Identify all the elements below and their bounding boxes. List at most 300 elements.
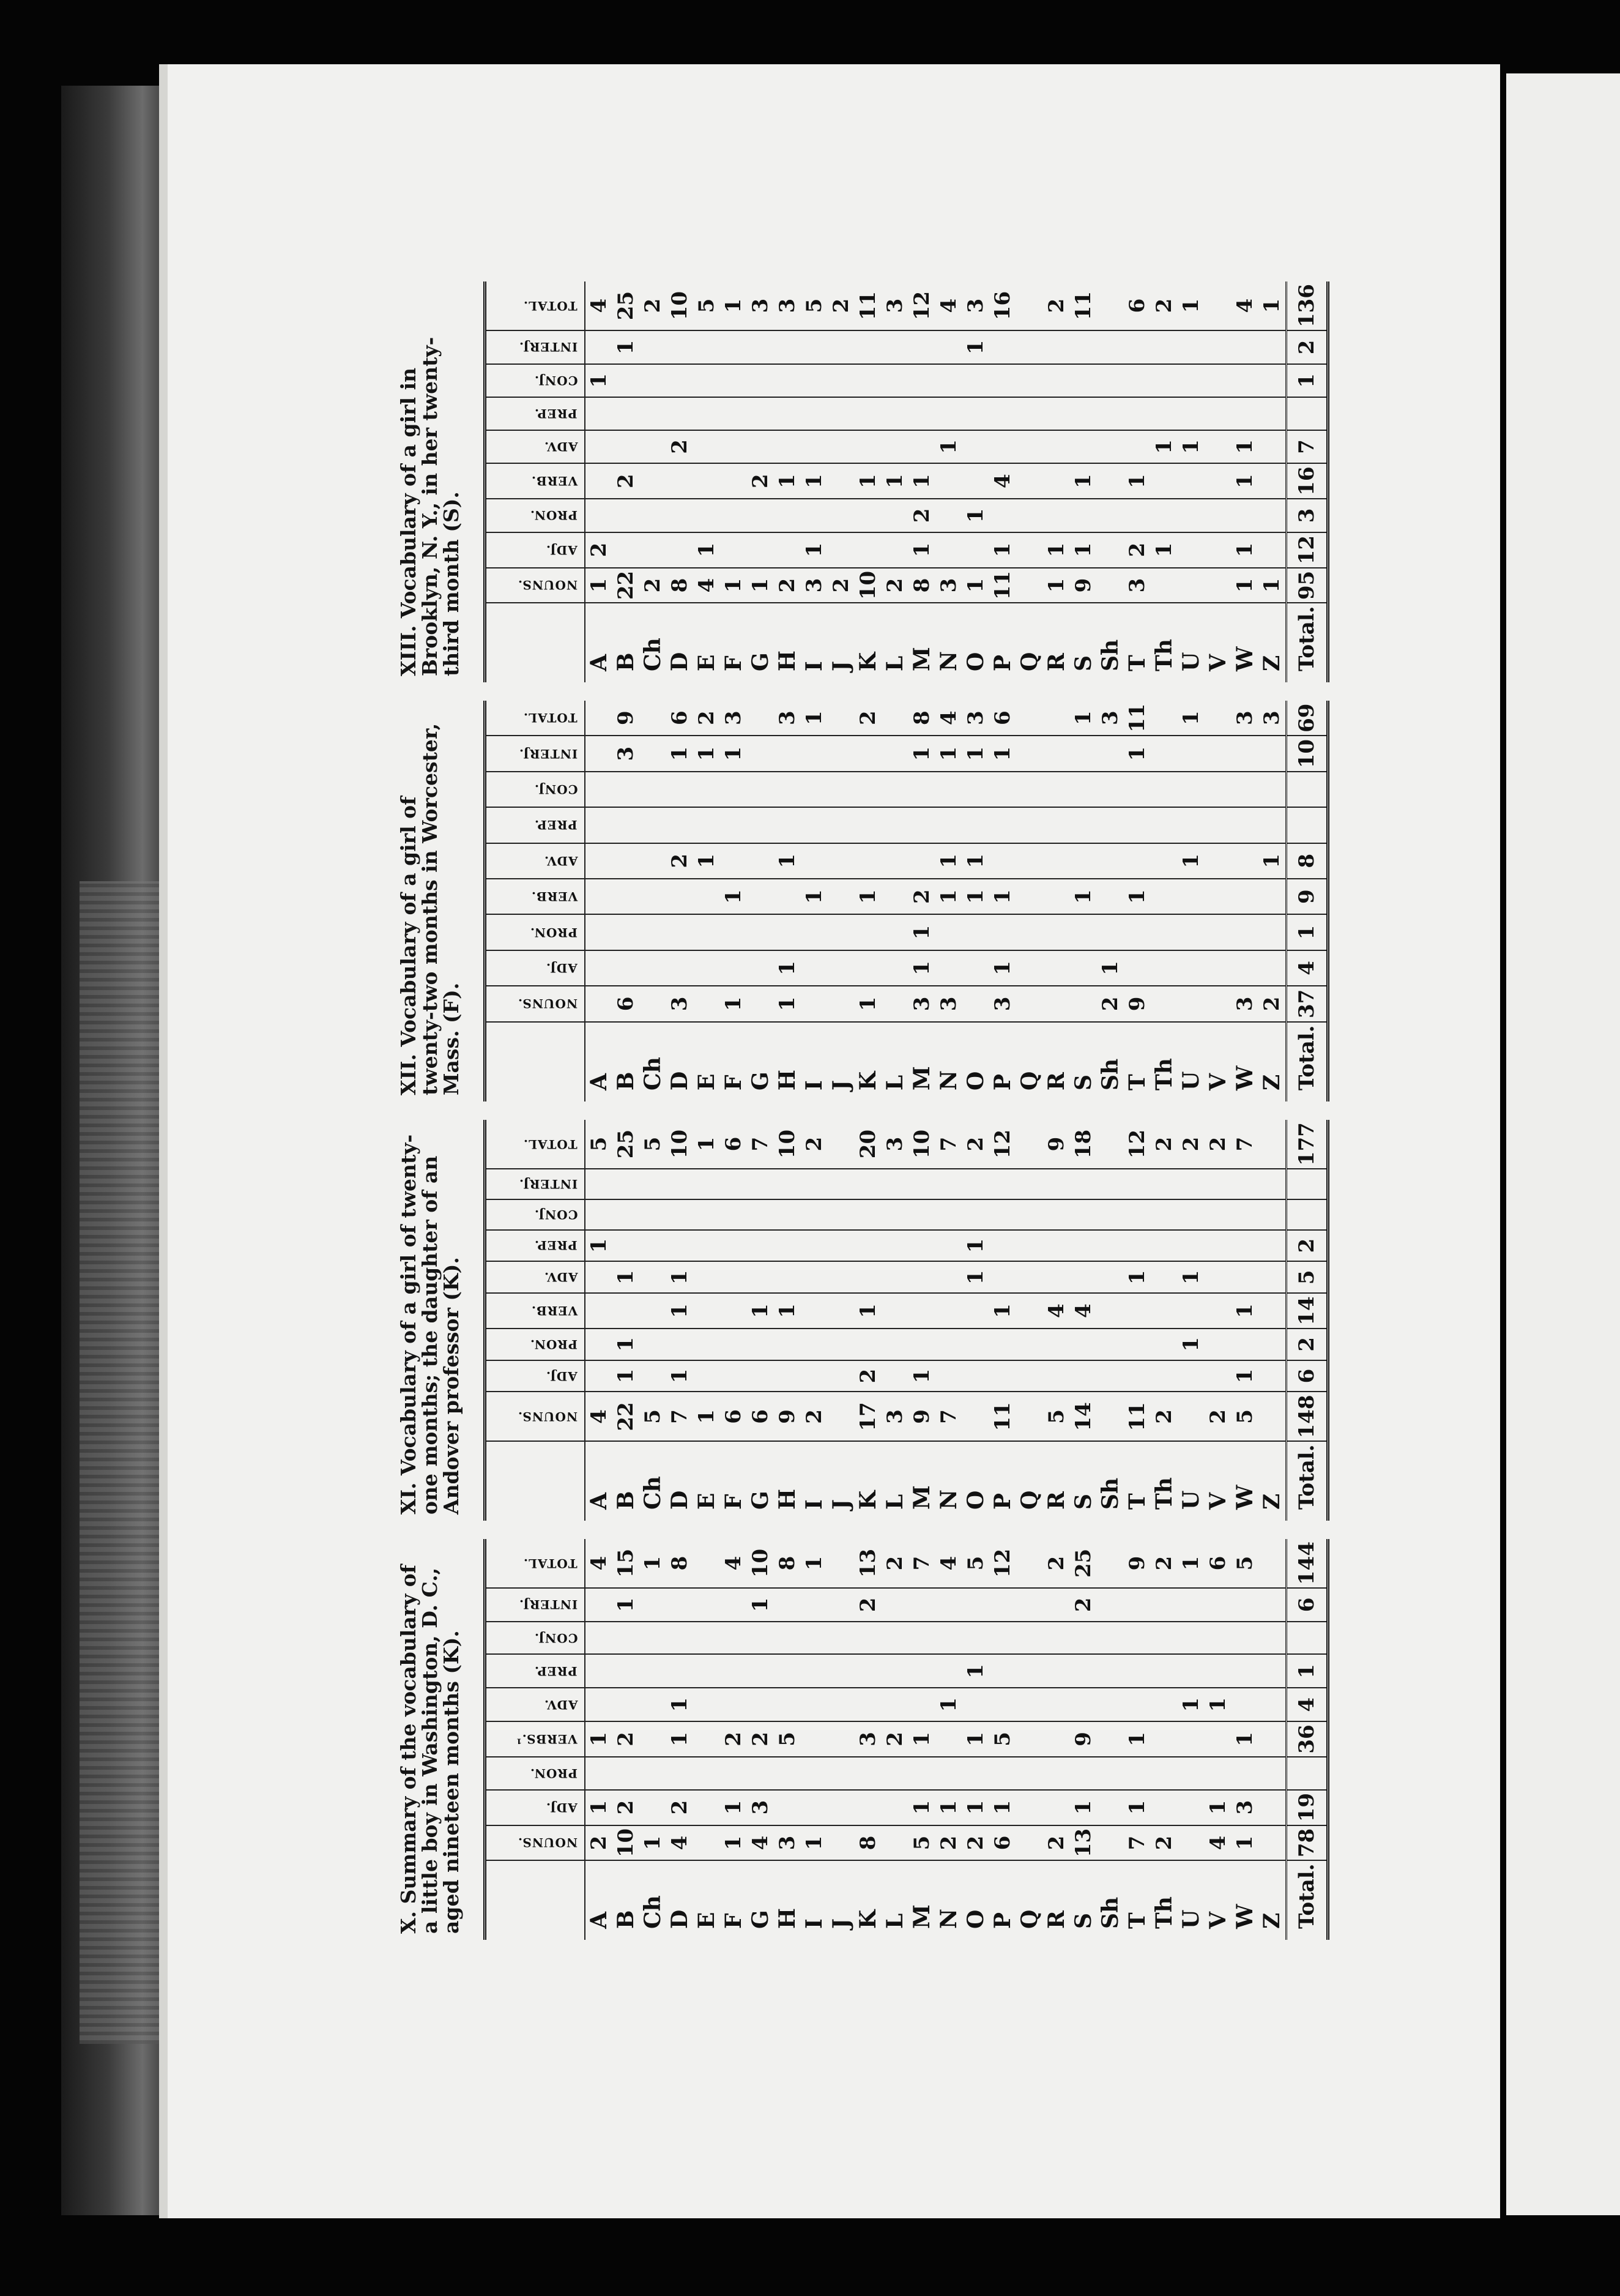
count-cell bbox=[962, 1169, 989, 1199]
count-cell bbox=[882, 1261, 908, 1293]
table-row bbox=[1097, 281, 1124, 682]
count-cell bbox=[693, 330, 720, 364]
count-cell bbox=[1232, 1588, 1258, 1622]
count-cell bbox=[1124, 1654, 1151, 1688]
count-cell: 5 bbox=[639, 1392, 666, 1441]
count-cell bbox=[1097, 463, 1124, 499]
count-cell bbox=[908, 1261, 935, 1293]
table-row bbox=[989, 1539, 1016, 1940]
count-cell bbox=[1258, 1120, 1287, 1169]
count-cell: 7 bbox=[666, 1392, 693, 1441]
count-cell bbox=[774, 430, 801, 464]
count-cell: 1 bbox=[908, 1360, 935, 1392]
total-cell: 1 bbox=[1287, 1654, 1328, 1688]
count-cell: 9 bbox=[774, 1392, 801, 1441]
count-cell: 10 bbox=[666, 281, 693, 330]
count-cell: 2 bbox=[1151, 1120, 1178, 1169]
count-cell bbox=[882, 843, 908, 879]
count-cell bbox=[585, 1261, 612, 1293]
count-cell bbox=[1016, 807, 1043, 843]
count-cell: 1 bbox=[585, 568, 612, 603]
count-cell bbox=[666, 1199, 693, 1230]
count-cell: 16 bbox=[989, 281, 1016, 330]
table-row bbox=[1205, 1120, 1232, 1521]
total-cell bbox=[1287, 807, 1328, 843]
count-cell bbox=[612, 772, 639, 807]
count-cell bbox=[801, 914, 828, 950]
count-cell bbox=[882, 1688, 908, 1721]
column-header-label: CONJ. bbox=[533, 782, 578, 797]
table-row bbox=[612, 701, 639, 1101]
table-row bbox=[855, 701, 882, 1101]
count-cell bbox=[1205, 1329, 1232, 1360]
total-cell: 3 bbox=[1287, 499, 1328, 532]
count-cell bbox=[1124, 1169, 1151, 1199]
count-cell bbox=[1258, 397, 1287, 430]
count-cell bbox=[1016, 843, 1043, 879]
count-cell bbox=[1070, 950, 1097, 986]
table-row bbox=[1178, 1539, 1205, 1940]
count-cell bbox=[1043, 330, 1070, 364]
count-cell: 1 bbox=[747, 1588, 774, 1622]
count-cell bbox=[612, 532, 639, 568]
count-cell bbox=[1124, 499, 1151, 532]
count-cell: 2 bbox=[1151, 1825, 1178, 1861]
count-cell bbox=[1016, 1825, 1043, 1861]
count-cell: 1 bbox=[962, 843, 989, 879]
column-header bbox=[485, 364, 585, 398]
letter-cell: N bbox=[936, 651, 962, 671]
count-cell bbox=[1151, 1757, 1178, 1790]
count-cell bbox=[1124, 1230, 1151, 1262]
count-cell bbox=[1151, 1169, 1178, 1199]
count-cell bbox=[1205, 1654, 1232, 1688]
count-cell: 2 bbox=[1151, 281, 1178, 330]
count-cell: 5 bbox=[1232, 1392, 1258, 1441]
count-cell bbox=[585, 950, 612, 986]
table-row bbox=[1205, 281, 1232, 682]
count-cell: 1 bbox=[935, 1790, 962, 1825]
count-cell bbox=[1043, 1622, 1070, 1655]
count-cell bbox=[1043, 772, 1070, 807]
letter-cell: W bbox=[1232, 1904, 1258, 1929]
total-cell: 6 bbox=[1287, 1588, 1328, 1622]
count-cell bbox=[1070, 1360, 1097, 1392]
count-cell bbox=[989, 1588, 1016, 1622]
count-cell bbox=[720, 1230, 747, 1262]
total-cell bbox=[1287, 1622, 1328, 1655]
count-cell bbox=[639, 532, 666, 568]
total-cell: 8 bbox=[1287, 843, 1328, 879]
count-cell bbox=[1178, 1757, 1205, 1790]
count-cell: 1 bbox=[908, 1721, 935, 1757]
letter-cell: N bbox=[936, 1070, 962, 1090]
column-header-label: PRON. bbox=[529, 925, 578, 940]
letter-cell: H bbox=[775, 1907, 800, 1929]
count-cell bbox=[1043, 1360, 1070, 1392]
column-header bbox=[485, 397, 585, 430]
count-cell bbox=[1258, 1622, 1287, 1655]
count-cell bbox=[1232, 879, 1258, 914]
count-cell: 6 bbox=[720, 1392, 747, 1441]
count-cell: 1 bbox=[801, 463, 828, 499]
count-cell bbox=[747, 1169, 774, 1199]
count-cell: 18 bbox=[1070, 1120, 1097, 1169]
count-cell bbox=[585, 463, 612, 499]
count-cell bbox=[1043, 364, 1070, 398]
count-cell: 1 bbox=[774, 1293, 801, 1329]
count-cell bbox=[747, 1329, 774, 1360]
count-cell bbox=[585, 1757, 612, 1790]
table-row bbox=[828, 281, 855, 682]
library-stamp bbox=[80, 881, 165, 2044]
letter-cell: O bbox=[963, 1071, 989, 1090]
count-cell bbox=[828, 772, 855, 807]
table-row bbox=[828, 1539, 855, 1940]
count-cell: 1 bbox=[1232, 430, 1258, 464]
count-cell bbox=[1151, 1654, 1178, 1688]
count-cell bbox=[774, 1360, 801, 1392]
count-cell bbox=[855, 1230, 882, 1262]
count-cell: 3 bbox=[962, 701, 989, 736]
count-cell: 1 bbox=[1124, 1721, 1151, 1757]
count-cell bbox=[801, 772, 828, 807]
count-cell bbox=[612, 843, 639, 879]
count-cell bbox=[1151, 1588, 1178, 1622]
count-cell bbox=[585, 1169, 612, 1199]
count-cell bbox=[908, 330, 935, 364]
count-cell bbox=[908, 1293, 935, 1329]
letter-cell: P bbox=[990, 654, 1016, 671]
count-cell bbox=[1205, 1622, 1232, 1655]
letter-cell: U bbox=[1178, 1071, 1204, 1090]
column-header-label: CONJ. bbox=[533, 1630, 578, 1646]
count-cell bbox=[1205, 430, 1232, 464]
count-cell: 3 bbox=[908, 986, 935, 1021]
count-cell bbox=[908, 1654, 935, 1688]
count-cell bbox=[855, 1622, 882, 1655]
count-cell bbox=[693, 1539, 720, 1588]
table-row bbox=[639, 701, 666, 1101]
letter-cell: U bbox=[1178, 1490, 1204, 1510]
count-cell bbox=[1178, 330, 1205, 364]
count-cell: 1 bbox=[1151, 430, 1178, 464]
count-cell: 3 bbox=[1258, 701, 1287, 736]
count-cell bbox=[720, 1169, 747, 1199]
facing-page-edge bbox=[1506, 73, 1620, 2215]
count-cell: 4 bbox=[720, 1539, 747, 1588]
column-header bbox=[485, 807, 585, 843]
letter-cell: Ch bbox=[640, 1895, 666, 1929]
count-cell: 10 bbox=[747, 1539, 774, 1588]
count-cell: 10 bbox=[908, 1120, 935, 1169]
table-row bbox=[1070, 1539, 1097, 1940]
count-cell bbox=[1151, 1360, 1178, 1392]
table-row bbox=[585, 1539, 612, 1940]
count-cell bbox=[639, 1293, 666, 1329]
count-cell bbox=[801, 1230, 828, 1262]
count-cell bbox=[693, 1622, 720, 1655]
count-cell bbox=[1258, 1199, 1287, 1230]
count-cell bbox=[1070, 1622, 1097, 1655]
count-cell bbox=[801, 397, 828, 430]
count-cell bbox=[1205, 986, 1232, 1021]
count-cell bbox=[1151, 1199, 1178, 1230]
count-cell bbox=[935, 1721, 962, 1757]
count-cell bbox=[828, 1293, 855, 1329]
total-cell: 14 bbox=[1287, 1293, 1328, 1329]
count-cell bbox=[1043, 986, 1070, 1021]
count-cell bbox=[1232, 1329, 1258, 1360]
count-cell bbox=[935, 1261, 962, 1293]
table-row bbox=[774, 701, 801, 1101]
count-cell: 2 bbox=[962, 1825, 989, 1861]
count-cell bbox=[855, 330, 882, 364]
letter-cell: E bbox=[694, 1912, 719, 1929]
letter-cell: U bbox=[1178, 1909, 1204, 1929]
count-cell: 1 bbox=[1070, 532, 1097, 568]
table-row bbox=[666, 1539, 693, 1940]
section-title: X. Summary of the vocabulary of a little boy in Washington, D. C., aged nineteen months (K). bbox=[396, 1565, 463, 1934]
count-cell bbox=[1258, 807, 1287, 843]
table-row bbox=[693, 701, 720, 1101]
total-cell: 148 bbox=[1287, 1392, 1328, 1441]
table-row bbox=[612, 1120, 639, 1521]
count-cell bbox=[774, 807, 801, 843]
count-cell: 1 bbox=[935, 736, 962, 771]
count-cell: 3 bbox=[774, 701, 801, 736]
count-cell bbox=[1178, 568, 1205, 603]
count-cell bbox=[666, 772, 693, 807]
count-cell bbox=[882, 1360, 908, 1392]
letter-cell: G bbox=[748, 652, 773, 671]
count-cell bbox=[989, 1169, 1016, 1199]
count-cell: 1 bbox=[935, 430, 962, 464]
count-cell bbox=[855, 1688, 882, 1721]
table-row bbox=[1258, 1120, 1287, 1521]
letter-cell: Th bbox=[1151, 1058, 1177, 1090]
column-header-label: NOUNS. bbox=[517, 1835, 578, 1851]
count-cell: 1 bbox=[747, 568, 774, 603]
count-cell bbox=[1205, 1721, 1232, 1757]
count-cell bbox=[774, 772, 801, 807]
count-cell bbox=[720, 1360, 747, 1392]
count-cell bbox=[639, 1199, 666, 1230]
count-cell bbox=[989, 1360, 1016, 1392]
count-cell bbox=[962, 1688, 989, 1721]
count-cell: 1 bbox=[774, 843, 801, 879]
count-cell bbox=[882, 879, 908, 914]
count-cell bbox=[962, 986, 989, 1021]
count-cell bbox=[639, 986, 666, 1021]
count-cell: 1 bbox=[908, 950, 935, 986]
count-cell bbox=[639, 1654, 666, 1688]
letter-cell: V bbox=[1205, 1912, 1231, 1929]
count-cell bbox=[1232, 772, 1258, 807]
total-cell: 4 bbox=[1287, 950, 1328, 986]
count-cell bbox=[908, 1588, 935, 1622]
count-cell bbox=[585, 879, 612, 914]
count-cell bbox=[585, 843, 612, 879]
count-cell bbox=[989, 1622, 1016, 1655]
count-cell bbox=[908, 364, 935, 398]
count-cell bbox=[1016, 364, 1043, 398]
table-row bbox=[1097, 701, 1124, 1101]
total-cell: 7 bbox=[1287, 430, 1328, 464]
count-cell bbox=[639, 701, 666, 736]
count-cell: 1 bbox=[1178, 430, 1205, 464]
total-cell: 1 bbox=[1287, 364, 1328, 398]
count-cell: 6 bbox=[747, 1392, 774, 1441]
letter-cell: Sh bbox=[1098, 1058, 1123, 1090]
letter-cell: Sh bbox=[1098, 639, 1123, 671]
count-cell bbox=[935, 1588, 962, 1622]
count-cell bbox=[774, 1169, 801, 1199]
count-cell bbox=[612, 879, 639, 914]
count-cell bbox=[612, 1230, 639, 1262]
table-row bbox=[801, 281, 828, 682]
count-cell: 3 bbox=[1124, 568, 1151, 603]
count-cell bbox=[882, 1757, 908, 1790]
count-cell: 1 bbox=[774, 986, 801, 1021]
count-cell bbox=[693, 1199, 720, 1230]
count-cell bbox=[639, 1169, 666, 1199]
count-cell: 2 bbox=[935, 1825, 962, 1861]
table-row bbox=[828, 1120, 855, 1521]
count-cell: 1 bbox=[1232, 568, 1258, 603]
count-cell bbox=[828, 1120, 855, 1169]
letter-cell: L bbox=[882, 1913, 908, 1929]
count-cell bbox=[747, 1757, 774, 1790]
count-cell: 1 bbox=[1151, 532, 1178, 568]
count-cell bbox=[585, 430, 612, 464]
table-row bbox=[774, 281, 801, 682]
count-cell: 1 bbox=[962, 736, 989, 771]
letter-cell: K bbox=[855, 652, 881, 671]
count-cell: 2 bbox=[612, 1721, 639, 1757]
count-cell bbox=[774, 1329, 801, 1360]
table-row bbox=[1151, 1539, 1178, 1940]
count-cell bbox=[1124, 330, 1151, 364]
count-cell: 7 bbox=[1124, 1825, 1151, 1861]
count-cell bbox=[1016, 1757, 1043, 1790]
count-cell bbox=[1232, 1654, 1258, 1688]
column-header bbox=[485, 1654, 585, 1688]
total-cell bbox=[1287, 1169, 1328, 1199]
count-cell bbox=[693, 1654, 720, 1688]
column-header-label: NOUNS. bbox=[517, 1409, 578, 1424]
count-cell: 4 bbox=[1205, 1825, 1232, 1861]
count-cell bbox=[989, 330, 1016, 364]
letter-cell: O bbox=[963, 1490, 989, 1510]
count-cell bbox=[1232, 1230, 1258, 1262]
count-cell bbox=[935, 1293, 962, 1329]
count-cell: 8 bbox=[666, 1539, 693, 1588]
count-cell bbox=[828, 1790, 855, 1825]
count-cell: 8 bbox=[774, 1539, 801, 1588]
count-cell bbox=[693, 397, 720, 430]
count-cell bbox=[1205, 463, 1232, 499]
count-cell: 1 bbox=[1043, 568, 1070, 603]
count-cell: 1 bbox=[747, 1293, 774, 1329]
letter-cell: Z bbox=[1259, 1493, 1285, 1510]
count-cell: 1 bbox=[855, 986, 882, 1021]
column-header bbox=[485, 1588, 585, 1622]
count-cell bbox=[1178, 1654, 1205, 1688]
count-cell bbox=[1124, 1622, 1151, 1655]
count-cell bbox=[935, 1329, 962, 1360]
count-cell: 1 bbox=[1232, 1721, 1258, 1757]
count-cell: 1 bbox=[666, 1360, 693, 1392]
count-cell: 5 bbox=[774, 1721, 801, 1757]
table-row bbox=[962, 1539, 989, 1940]
total-cell: 10 bbox=[1287, 736, 1328, 771]
count-cell bbox=[1016, 1169, 1043, 1199]
column-header-label: ADV. bbox=[543, 1697, 578, 1712]
total-cell: 2 bbox=[1287, 330, 1328, 364]
count-cell bbox=[801, 950, 828, 986]
count-cell bbox=[666, 950, 693, 986]
count-cell: 15 bbox=[612, 1539, 639, 1588]
count-cell: 4 bbox=[585, 1392, 612, 1441]
count-cell bbox=[962, 532, 989, 568]
count-cell bbox=[585, 1199, 612, 1230]
count-cell bbox=[962, 463, 989, 499]
column-header bbox=[485, 1688, 585, 1721]
count-cell bbox=[774, 1230, 801, 1262]
count-cell bbox=[1124, 1688, 1151, 1721]
count-cell: 10 bbox=[666, 1120, 693, 1169]
table-row bbox=[935, 1539, 962, 1940]
count-cell: 2 bbox=[855, 1360, 882, 1392]
letter-cell: M bbox=[909, 1904, 935, 1929]
count-cell bbox=[612, 499, 639, 532]
count-cell bbox=[1043, 1790, 1070, 1825]
count-cell: 5 bbox=[639, 1120, 666, 1169]
count-cell bbox=[1205, 1360, 1232, 1392]
count-cell bbox=[828, 1588, 855, 1622]
column-header-label: NOUNS. bbox=[517, 996, 578, 1012]
count-cell bbox=[585, 1622, 612, 1655]
count-cell bbox=[989, 1329, 1016, 1360]
count-cell bbox=[720, 463, 747, 499]
count-cell bbox=[1258, 330, 1287, 364]
count-cell bbox=[1151, 1688, 1178, 1721]
count-cell bbox=[1016, 532, 1043, 568]
count-cell bbox=[908, 1757, 935, 1790]
count-cell bbox=[1097, 1688, 1124, 1721]
count-cell bbox=[1205, 1757, 1232, 1790]
count-cell bbox=[1124, 950, 1151, 986]
table-row bbox=[774, 1539, 801, 1940]
count-cell: 1 bbox=[1178, 1329, 1205, 1360]
count-cell: 8 bbox=[908, 701, 935, 736]
letter-cell: D bbox=[667, 652, 693, 671]
count-cell bbox=[828, 532, 855, 568]
vocabulary-table bbox=[483, 1120, 1329, 1521]
count-cell bbox=[1258, 1790, 1287, 1825]
count-cell bbox=[639, 1261, 666, 1293]
count-cell: 1 bbox=[962, 568, 989, 603]
column-header-label: ADJ. bbox=[546, 542, 578, 557]
count-cell bbox=[1151, 986, 1178, 1021]
count-cell bbox=[1258, 1293, 1287, 1329]
count-cell: 1 bbox=[693, 1120, 720, 1169]
count-cell bbox=[801, 986, 828, 1021]
count-cell: 6 bbox=[989, 701, 1016, 736]
count-cell: 2 bbox=[801, 1120, 828, 1169]
count-cell: 2 bbox=[612, 463, 639, 499]
